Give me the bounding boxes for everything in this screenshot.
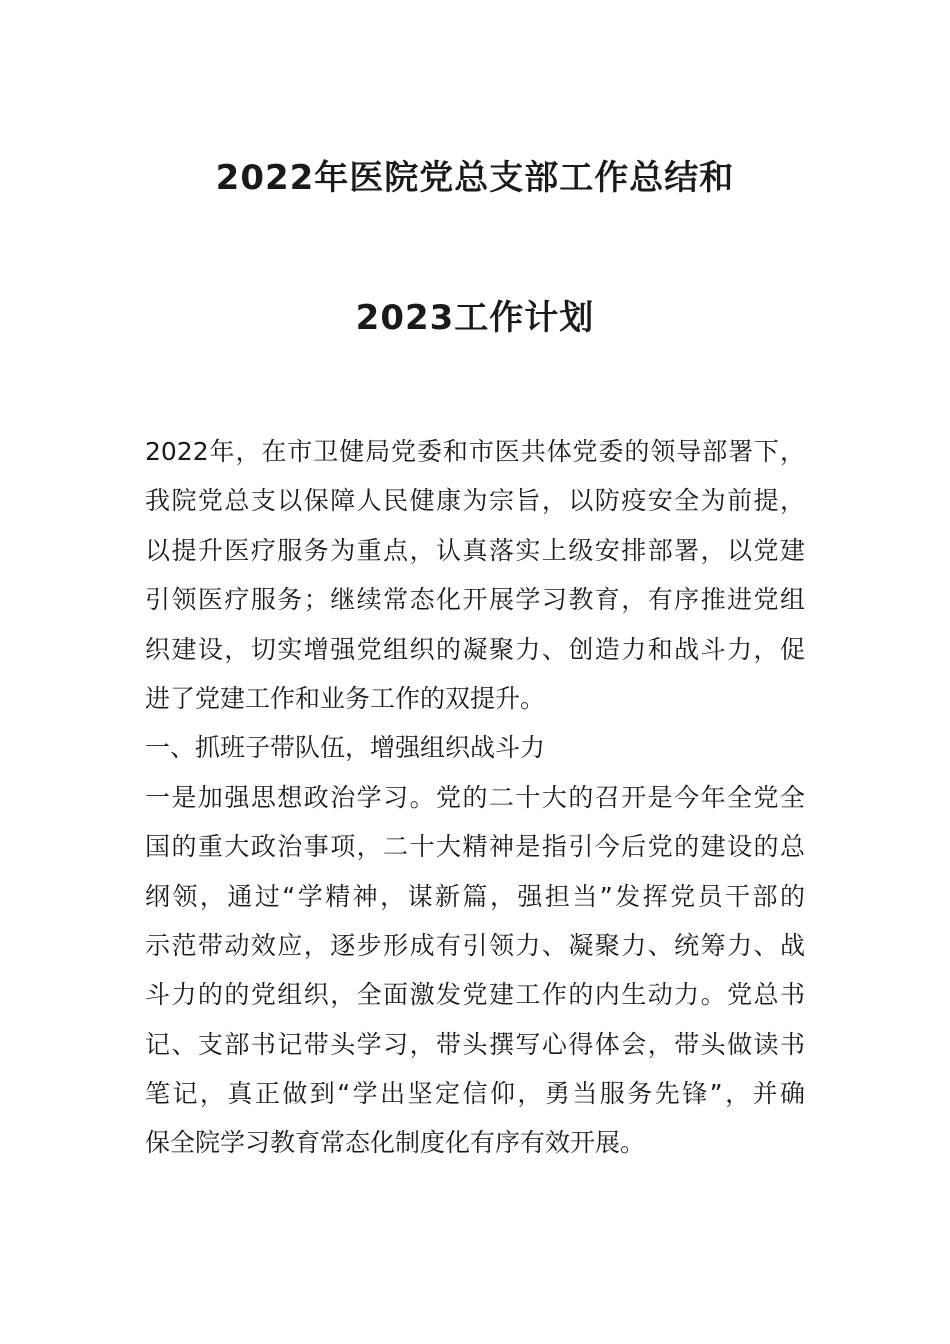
document-title-line-2: 2023工作计划 — [355, 298, 595, 338]
body-line: 笔记，真正做到“学出坚定信仰，勇当服务先锋”，并确 — [145, 1079, 805, 1109]
body-line: 一是加强思想政治学习。党的二十大的召开是今年全党全 — [145, 782, 805, 812]
section-heading: 一、抓班子带队伍，增强组织战斗力 — [145, 733, 546, 763]
body-line: 示范带动效应，逐步形成有引领力、凝聚力、统筹力、战 — [145, 930, 805, 960]
document-title-line-1: 2022年医院党总支部工作总结和 — [215, 158, 735, 198]
body-line: 织建设，切实增强党组织的凝聚力、创造力和战斗力，促 — [145, 634, 805, 664]
body-line: 进了党建工作和业务工作的双提升。 — [145, 683, 546, 713]
body-line: 引领医疗服务；继续常态化开展学习教育，有序推进党组 — [145, 585, 805, 615]
document-body — [145, 432, 810, 1173]
body-line: 斗力的的党组织，全面激发党建工作的内生动力。党总书 — [145, 980, 805, 1010]
body-line: 以提升医疗服务为重点，认真落实上级安排部署，以党建 — [145, 535, 805, 565]
body-line: 我院党总支以保障人民健康为宗旨，以防疫安全为前提， — [145, 486, 805, 516]
body-line: 国的重大政治事项，二十大精神是指引今后党的建设的总 — [145, 832, 805, 862]
body-line: 保全院学习教育常态化制度化有序有效开展。 — [145, 1128, 646, 1158]
body-line: 记、支部书记带头学习，带头撰写心得体会，带头做读书 — [145, 1029, 805, 1059]
body-line: 纲领，通过“学精神，谋新篇，强担当”发挥党员干部的 — [145, 881, 805, 911]
body-line: 2022年，在市卫健局党委和市医共体党委的领导部署下， — [145, 437, 805, 466]
